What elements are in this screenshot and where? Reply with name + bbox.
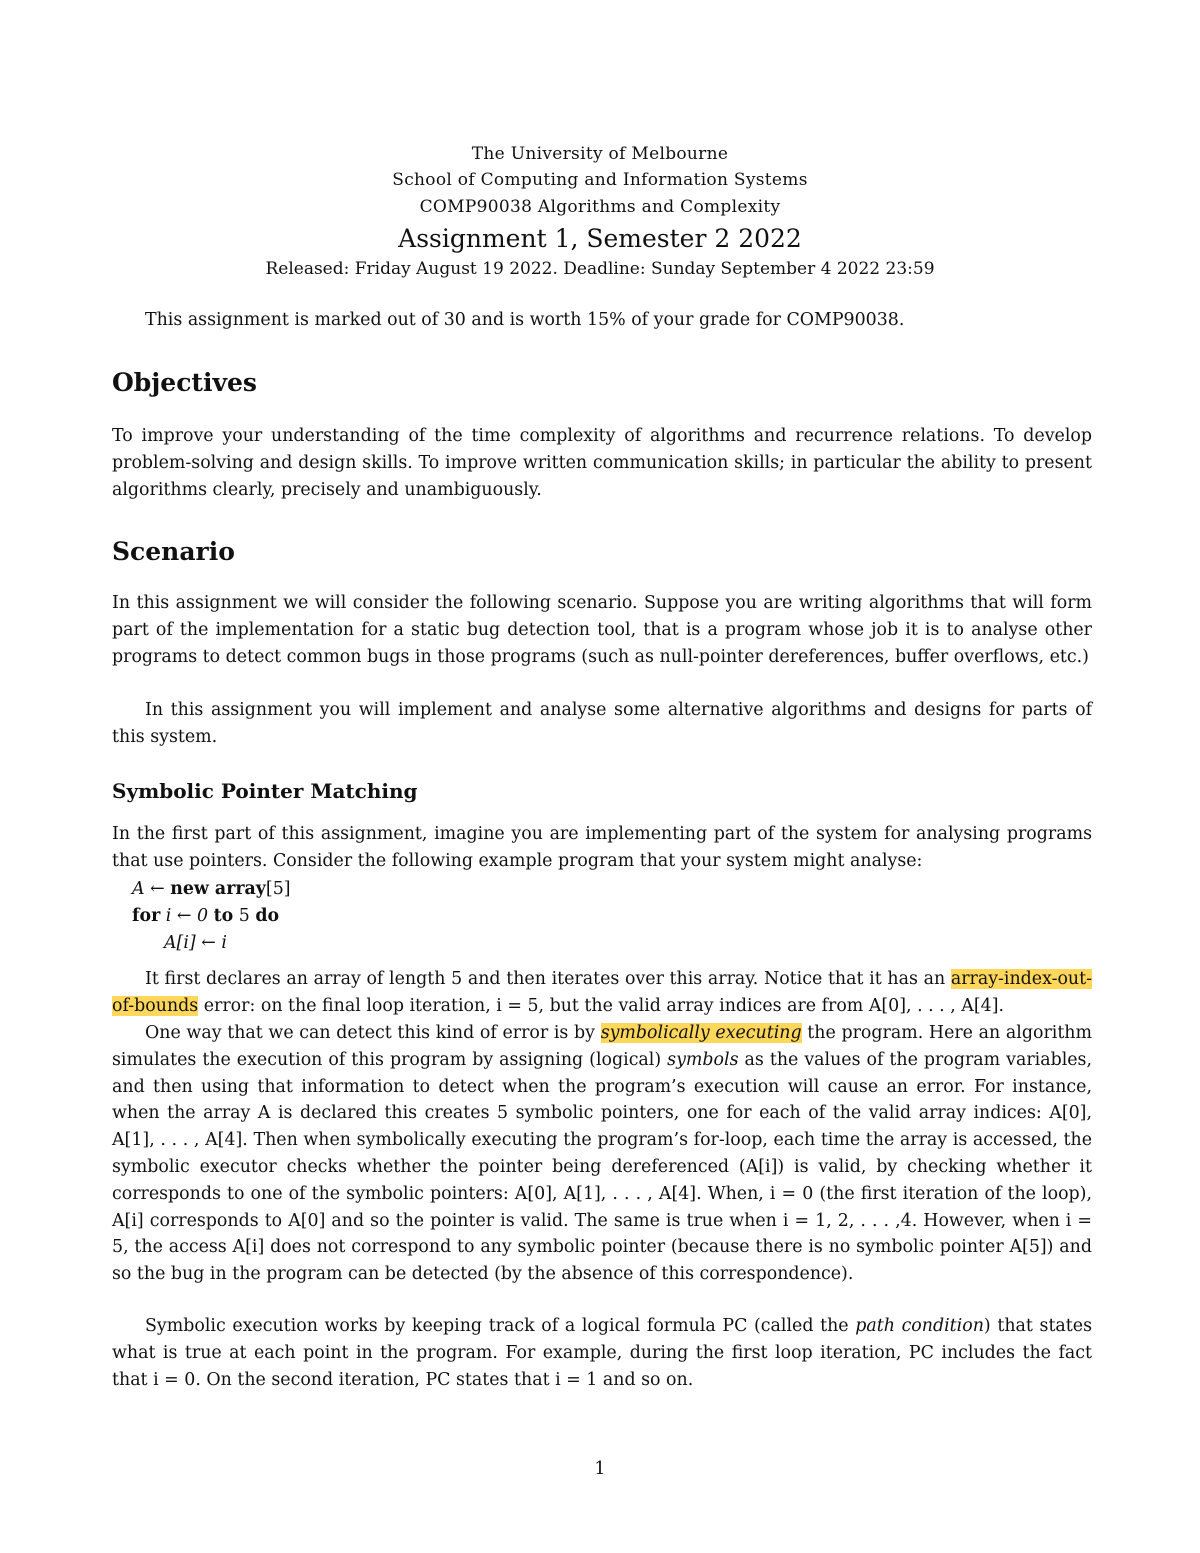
intro-text: This assignment is marked out of 30 and is worth 15% of your grade for COMP90038. bbox=[145, 310, 905, 330]
assignment-title: Assignment 1, Semester 2 2022 bbox=[398, 224, 802, 253]
p4-text-a: Symbolic execution works by keeping track of a logical formula PC (called the bbox=[145, 1316, 856, 1336]
keyword-new-array: new array bbox=[170, 879, 266, 899]
p2-text-a: It first declares an array of length 5 and then iterates over this array. Notice that it has an bbox=[145, 969, 951, 989]
school-name: School of Computing and Information Systems bbox=[392, 170, 808, 190]
spm-paragraph-4 bbox=[112, 1313, 1092, 1393]
keyword-for: for bbox=[132, 905, 161, 926]
p3-symbols: symbols bbox=[667, 1049, 739, 1070]
p4-text-b: ) that states what is true at each point in the program. For example, during the first loop iteration, PC includes the fact that i = 0. On the second iteration, PC states that i = 1 and so on. bbox=[112, 1316, 1093, 1390]
objectives-heading: Objectives bbox=[112, 368, 257, 397]
p3-text-c: as the values of the program variables, and then using that information to detect when the program’s execution will cause an error. For instance, when the array A is declared this creates 5 symbolic pointers, one for each of the valid array indices: A[0], A[1], . . . , A[4]. Then when symbolically executing the program’s for-loop, each time the array is accessed, the symbolic executor checks whether the pointer being dereferenced (A[i]) is valid, by checking whether it corresponds to one of the symbolic pointers: A[0], A[1], . . . , A[4]. When, i = 0 (the first iteration of the loop), A[i] corresponds to A[0] and so the pointer is valid. The same is true when i = 1, 2, . . . ,4. However, when i = 5, the access A[i] does not correspond to any symbolic pointer (because there is no symbolic pointer A[5]) and so the bug in the program can be detected (by the absence of this correspondence). bbox=[112, 1049, 1093, 1285]
keyword-to: to bbox=[213, 905, 234, 926]
assign-arrow: ← bbox=[144, 879, 171, 899]
pseudocode-block bbox=[132, 876, 291, 956]
spm-paragraph-2 bbox=[112, 966, 1092, 1020]
pseudocode-line-1 bbox=[132, 876, 291, 903]
objectives-text: To improve your understanding of the time complexity of algorithms and recurrence relations. To develop problem-solving and design skills. To improve written communication skills; in particular the ability to present algorithms clearly, precisely and unambiguously. bbox=[112, 426, 1092, 500]
loop-bound: 5 bbox=[233, 905, 256, 926]
p3-text-a: One way that we can detect this kind of error is by bbox=[145, 1023, 601, 1043]
pseudocode-line-2 bbox=[132, 903, 291, 930]
keyword-do: do bbox=[255, 905, 280, 926]
university-name: The University of Melbourne bbox=[471, 144, 729, 164]
course-name: COMP90038 Algorithms and Complexity bbox=[419, 197, 781, 217]
array-size: [5] bbox=[265, 879, 291, 899]
release-deadline: Released: Friday August 19 2022. Deadline: Sunday September 4 2022 23:59 bbox=[265, 259, 935, 279]
loop-init: i ← 0 bbox=[160, 905, 214, 926]
scenario-paragraph-2: In this assignment you will implement and analyse some alternative algorithms and designs for parts of this system. bbox=[112, 700, 1092, 747]
scenario-heading: Scenario bbox=[112, 537, 235, 566]
p2-text-b: error: on the final loop iteration, i = 5, but the valid array indices are from A[0], . . . , A[4]. bbox=[198, 995, 1005, 1016]
p4-path-condition: path condition bbox=[855, 1316, 984, 1336]
highlight-symbolically-executing: symbolically executing bbox=[600, 1023, 802, 1043]
spm-paragraph-3 bbox=[112, 1020, 1092, 1288]
var-a: A bbox=[132, 879, 145, 899]
highlight-array-index-out-of-bounds: array-index-out-of-bounds bbox=[112, 969, 1092, 1016]
page-number: 1 bbox=[594, 1458, 606, 1479]
spm-paragraph-1: In the first part of this assignment, imagine you are implementing part of the system for analysing programs that use pointers. Consider the following example program that your system might analyse: bbox=[112, 824, 1092, 871]
pseudocode-line-3: A[i] ← i bbox=[164, 932, 227, 953]
scenario-paragraph-1: In this assignment we will consider the following scenario. Suppose you are writing algorithms that will form part of the implementation for a static bug detection tool, that is a program whose job it is to analyse other programs to detect common bugs in those programs (such as null-pointer dereferences, buffer overflows, etc.) bbox=[112, 593, 1092, 667]
p3-text-b: the program. Here an algorithm simulates the execution of this program by assigning (logical) bbox=[112, 1023, 1093, 1070]
spm-heading: Symbolic Pointer Matching bbox=[112, 779, 418, 803]
